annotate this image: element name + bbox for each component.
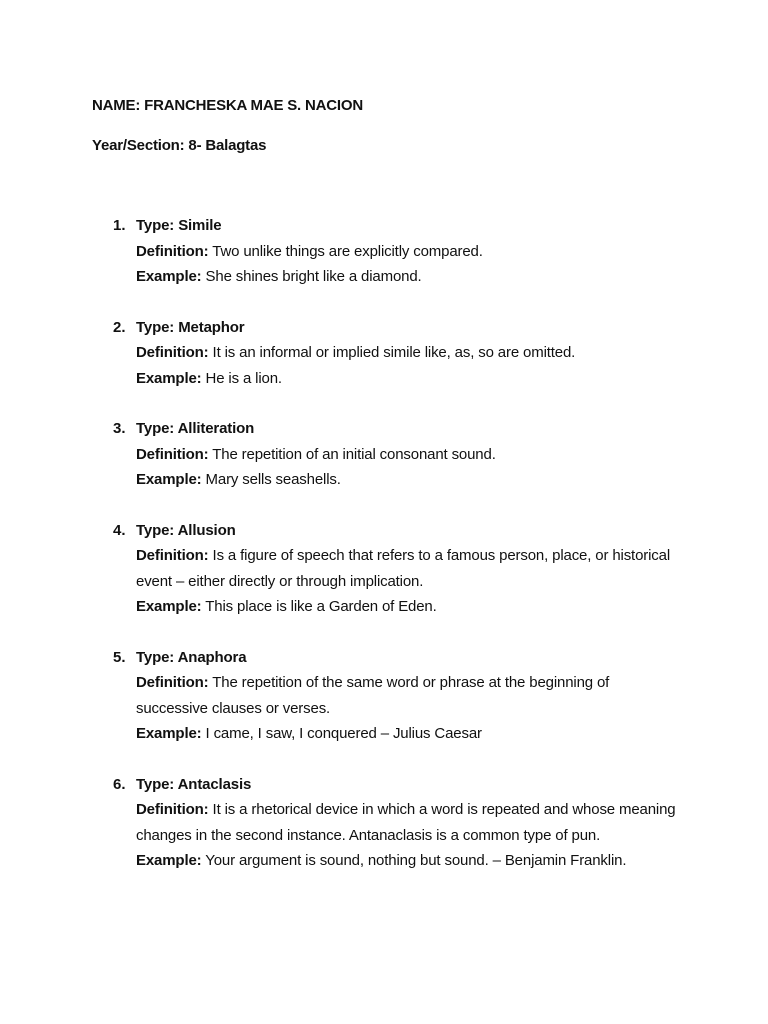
student-name: FRANCHESKA MAE S. NACION	[144, 97, 363, 114]
type-label: Type:	[136, 420, 175, 437]
item-number: 2.	[113, 318, 126, 336]
type-label: Type:	[136, 217, 175, 234]
item-number: 3.	[113, 420, 126, 437]
example-text: He is a lion.	[205, 369, 282, 387]
item-body	[136, 645, 676, 747]
example-line	[136, 594, 676, 620]
list-item	[0, 315, 768, 392]
example-label: Example:	[136, 725, 202, 742]
definition-line	[136, 239, 676, 265]
example-line	[136, 467, 676, 493]
definition-label: Definition:	[136, 344, 209, 361]
definition-text: The repetition of the same word or phrase at the beginning of successive clauses or verses.	[136, 674, 610, 717]
definition-text: The repetition of an initial consonant sound.	[212, 445, 496, 463]
type-value: Allusion	[177, 521, 236, 539]
example-label: Example:	[136, 852, 202, 869]
type-label: Type:	[136, 318, 175, 336]
item-body	[136, 772, 676, 874]
definition-line	[136, 797, 676, 848]
year-section-value: 8- Balagtas	[188, 137, 267, 154]
type-value: Antaclasis	[177, 775, 252, 793]
item-body	[136, 518, 676, 620]
type-label: Type:	[136, 775, 175, 793]
example-line	[136, 366, 676, 392]
definition-text: It is a rhetorical device in which a word is repeated and whose meaning changes in the second instance. Antanaclasis is a common type of pun.	[136, 801, 676, 844]
definition-line	[136, 340, 676, 366]
year-section-label: Year/Section:	[92, 137, 185, 154]
example-line	[136, 848, 676, 874]
item-number: 4.	[113, 521, 126, 539]
definition-label: Definition:	[136, 547, 209, 564]
type-line	[136, 645, 676, 671]
type-value: Anaphora	[177, 648, 247, 666]
definition-text: Two unlike things are explicitly compared.	[212, 242, 483, 260]
definition-label: Definition:	[136, 674, 209, 691]
type-label: Type:	[136, 648, 175, 666]
type-line	[136, 213, 676, 239]
definition-label: Definition:	[136, 801, 209, 818]
example-text: Mary sells seashells.	[205, 471, 341, 488]
type-line	[136, 416, 676, 442]
example-text: I came, I saw, I conquered – Julius Caesar	[205, 725, 482, 742]
type-label: Type:	[136, 521, 175, 539]
list-item	[0, 772, 768, 874]
example-text: This place is like a Garden of Eden.	[205, 598, 437, 615]
item-number: 5.	[113, 648, 126, 666]
example-label: Example:	[136, 598, 202, 615]
example-text: She shines bright like a diamond.	[205, 268, 422, 285]
type-line	[136, 772, 676, 798]
type-value: Metaphor	[178, 318, 245, 336]
name-label: NAME:	[92, 97, 141, 114]
type-value: Simile	[178, 217, 222, 234]
item-body	[136, 416, 676, 493]
item-body	[136, 213, 676, 290]
example-line	[136, 721, 676, 747]
definition-line	[136, 442, 676, 468]
figures-of-speech-list	[0, 213, 768, 899]
definition-line	[136, 543, 676, 594]
item-number: 1.	[113, 217, 126, 234]
example-text: Your argument is sound, nothing but sound. – Benjamin Franklin.	[205, 852, 627, 869]
list-item	[0, 416, 768, 493]
definition-label: Definition:	[136, 242, 209, 260]
list-item	[0, 645, 768, 747]
example-label: Example:	[136, 471, 202, 488]
year-section-line	[92, 137, 266, 154]
type-line	[136, 315, 676, 341]
example-label: Example:	[136, 268, 202, 285]
definition-label: Definition:	[136, 445, 209, 463]
type-line	[136, 518, 676, 544]
item-body	[136, 315, 676, 392]
definition-line	[136, 670, 676, 721]
item-number: 6.	[113, 775, 126, 793]
example-line	[136, 264, 676, 290]
definition-text: It is an informal or implied simile like, as, so are omitted.	[212, 344, 576, 361]
type-value: Alliteration	[177, 420, 255, 437]
definition-text: Is a figure of speech that refers to a famous person, place, or historical event – either directly or through implication.	[136, 547, 671, 590]
example-label: Example:	[136, 369, 202, 387]
list-item	[0, 518, 768, 620]
list-item	[0, 213, 768, 290]
student-name-line	[92, 97, 363, 114]
